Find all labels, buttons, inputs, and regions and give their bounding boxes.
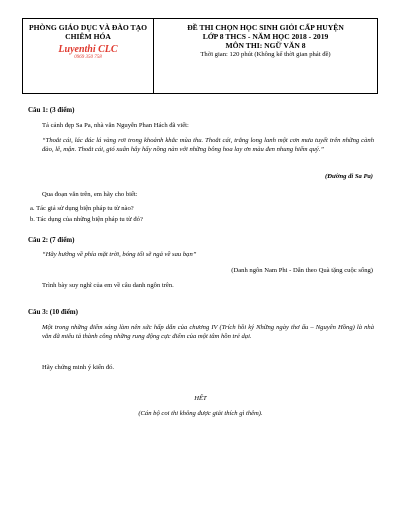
end-marker: HẾT (194, 395, 207, 402)
q1-title: Câu 1: (3 điểm) (28, 106, 75, 114)
exam-header (22, 18, 378, 94)
exam-subject: MÔN THI: NGỮ VĂN 8 (225, 41, 306, 50)
q1-intro: Tả cảnh đẹp Sa Pa, nhà văn Nguyễn Phan Hách đã viết: (42, 122, 189, 129)
q1-quote: “Thoắt cái, lác đác lá vàng rơi trong khoảnh khắc mùa thu. Thoắt cái, trắng long lanh một cơn mưa tuyết trên những cành đào, lê, mận. Thoắt cái, gió xuân hây hẩy nồng nàn với những bông hoa lay ơn màu đen nhung hiếm quý.” (42, 137, 374, 153)
q1-source: (Đường đi Sa Pa) (325, 173, 373, 180)
watermark-phone: 0969 350 758 (74, 55, 102, 60)
q3-title: Câu 3: (10 điểm) (28, 308, 78, 316)
exam-title-block (154, 19, 377, 93)
q1-item-b: b. Tác dụng của những biện pháp tu từ đó? (30, 216, 143, 223)
q2-title: Câu 2: (7 điểm) (28, 236, 75, 244)
q3-quote: Một trong những điểm sáng làm nên sức hấp dẫn của chương IV (Trích hồi ký Những ngày thơ ấu – Nguyên Hồng) là nhà văn đã miêu tả thành công những rung động cực điểm của một tâm hồn trẻ dại. (42, 324, 374, 340)
q1-item-a: a. Tác giả sử dụng biện pháp tu từ nào? (30, 205, 134, 212)
q3-prompt: Hãy chứng minh ý kiến đó. (42, 364, 115, 371)
q2-quote: “Hãy hướng về phía mặt trời, bóng tối sẽ ngả về sau bạn” (42, 251, 197, 258)
school-block (23, 19, 154, 93)
exam-title: ĐỀ THI CHỌN HỌC SINH GIỎI CẤP HUYỆN (187, 23, 344, 32)
q2-source: (Danh ngôn Nam Phi - Dẫn theo Quà tặng cuộc sống) (231, 267, 373, 274)
watermark-logo: Luyenthi CLC (58, 44, 118, 55)
district-name: CHIÊM HÓA (65, 32, 111, 41)
exam-time: Thời gian: 120 phút (Không kể thời gian phát đề) (200, 51, 331, 58)
invigilator-note: (Cán bộ coi thi không được giải thích gì thêm). (138, 410, 263, 417)
exam-grade-year: LỚP 8 THCS - NĂM HỌC 2018 - 2019 (202, 32, 329, 41)
q1-prompt: Qua đoạn văn trên, em hãy cho biết: (42, 191, 138, 198)
q2-prompt: Trình bày suy nghĩ của em về câu danh ngôn trên. (42, 282, 174, 289)
department-name: PHÒNG GIÁO DỤC VÀ ĐÀO TẠO (28, 23, 148, 32)
